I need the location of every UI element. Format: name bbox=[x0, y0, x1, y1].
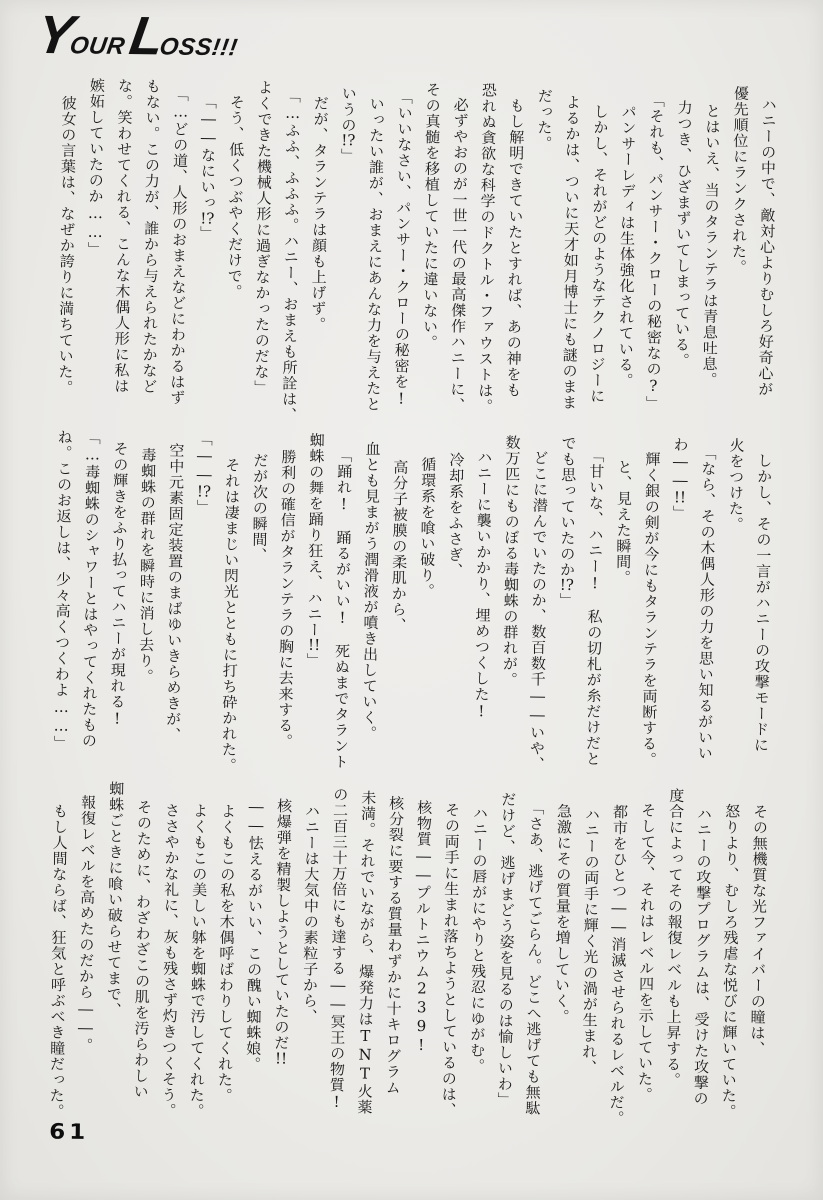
text-column: ――怯えるがいい、この醜い蜘蛛娘。 bbox=[243, 797, 266, 1073]
text-column: わ――!!」 bbox=[670, 436, 690, 522]
text-column: そう、低くつぶやくだけで。 bbox=[225, 94, 246, 300]
text-column: だが、タランテラは顔も上げず。 bbox=[308, 95, 330, 333]
text-column: 怒りより、むしろ残虐な悦びに輝いていた。 bbox=[719, 803, 742, 1120]
text-column: しかし、その一言がハニーの攻撃モードに bbox=[751, 452, 774, 754]
text-column: 血とも見まがう潤滑液が噴き出していく。 bbox=[359, 440, 382, 742]
text-column: しかし、それがどのようなテクノロジーに bbox=[588, 103, 610, 405]
text-column: 度合によってその報復レベルも上昇する。 bbox=[663, 787, 686, 1089]
text-column: もない。この力が、誰から与えられたかなど bbox=[140, 78, 163, 395]
text-column: よくできた機械人形に過ぎなかったのだな」 bbox=[252, 79, 275, 396]
text-column: 「――なにいっ!?」 bbox=[198, 93, 218, 242]
text-column: 輝く銀の剣が今にもタランテラを両断する。 bbox=[639, 451, 662, 768]
text-column: 恐れぬ貪欲な科学のドクトル・ファウストは。 bbox=[475, 82, 499, 415]
text-column: 必ずやおのが一世一代の最高傑作ハニーに、 bbox=[447, 96, 470, 414]
text-column: 「…どの道、人形のおまえなどにわかるはず bbox=[168, 86, 190, 406]
text-column: だけど、逃げまどう姿を見るのは愉しいわ」 bbox=[495, 791, 518, 1108]
text-column: その輝きをふり払ってハニーが現れる! bbox=[108, 440, 130, 729]
text-column: ハニーの中で、敵対心よりむしろ好奇心が bbox=[756, 96, 778, 398]
text-column: でも思っていたのか!?」 bbox=[557, 435, 578, 609]
text-column: 「…ふふ、ふふふ。ハニー、おまえも所詮は、 bbox=[279, 87, 302, 423]
text-column: ささやかな礼に、灰も残さず灼きつくそう。 bbox=[159, 802, 182, 1119]
text-column: 「なら、その木偶人形の力を思い知るがいい bbox=[695, 445, 718, 762]
logo-part-oss: OSS!!! bbox=[157, 33, 240, 62]
text-column: 循環系を喰い破り。 bbox=[417, 456, 438, 599]
text-column: と、見えた瞬間。 bbox=[613, 458, 634, 586]
text-column: 高分子被膜の柔肌から、 bbox=[389, 459, 410, 634]
text-column: 彼女の言葉は、なぜか誇りに満ちていた。 bbox=[56, 95, 78, 396]
text-band-bottom bbox=[42, 780, 774, 1141]
text-column: だった。 bbox=[535, 87, 554, 152]
text-column: ハニーは大気中の素粒子から、 bbox=[300, 803, 322, 1025]
text-column: 急激にその質量を増していく。 bbox=[552, 803, 574, 1025]
text-column: ハニーに襲いかかり、埋めつくした! bbox=[472, 449, 494, 722]
your-loss-logo bbox=[31, 5, 248, 81]
text-column: 優先順位にランクされた。 bbox=[729, 85, 751, 276]
text-column: 「いいなさい、パンサー・クローの秘密を! bbox=[392, 89, 414, 409]
text-column: 「甘いな、ハニー! 私の切札が糸だけだと bbox=[583, 447, 606, 767]
text-column: 未満。それでいながら、爆発力はTNT火薬 bbox=[355, 789, 378, 1116]
logo-part-our: OUR bbox=[67, 32, 127, 60]
text-column: パンサーレディは生体強化されている。 bbox=[616, 104, 638, 389]
text-column: 「それも、パンサー・クローの秘密なの?」 bbox=[644, 92, 666, 412]
text-column: 「――!?」 bbox=[194, 430, 214, 516]
text-column: 核爆弾を精製しようとしていたのだ!! bbox=[272, 797, 294, 1066]
text-column: ハニーの唇がにやりと残忍にゆがむ。 bbox=[467, 805, 490, 1075]
text-column: そして今、それはレベル四を示していた。 bbox=[635, 802, 658, 1103]
text-column: 空中元素固定装置のまばゆいきらめきが、 bbox=[163, 442, 186, 743]
text-column: 蜘蛛ごときに喰い破らせてまで、 bbox=[104, 780, 126, 1019]
text-column: それは凄まじい閃光とともに打ち砕かれた。 bbox=[219, 457, 242, 774]
text-column: よくもこの私を木偶呼ばわりしてくれた。 bbox=[215, 803, 238, 1104]
text-column: の二百三十万倍にも達する――冥王の物質! bbox=[327, 786, 350, 1112]
text-column: とはいえ、当のタランテラは青息吐息。 bbox=[700, 103, 722, 388]
text-column: 核物質――プルトニウム239! bbox=[412, 799, 434, 1055]
text-column: 「…毒蜘蛛のシャワーとはやってくれたもの bbox=[79, 429, 102, 749]
text-column: 「踊れ! 踊るがいい! 死ぬまでタラント bbox=[331, 447, 354, 770]
logo-part-y: Y bbox=[32, 4, 77, 66]
text-column: 報復レベルを高めたのだから――。 bbox=[76, 794, 98, 1054]
page-number: 61 bbox=[49, 1120, 90, 1145]
text-column: 核分裂に要する質量わずかに十キログラム bbox=[383, 795, 406, 1096]
text-column: もし解明できていたとすれば、あの神をも bbox=[504, 97, 526, 399]
text-column: 都市をひとつ――消滅させられるレベルだ。 bbox=[607, 803, 630, 1127]
text-column: その真髄を移植していたに違いない。 bbox=[420, 81, 443, 351]
text-column: 数万匹にものぼる毒蜘蛛の群れが。 bbox=[500, 434, 522, 688]
text-column: その無機質な光ファイバーの瞳は、 bbox=[748, 803, 770, 1057]
text-band-middle bbox=[46, 429, 778, 790]
text-column: ハニーの攻撃プログラムは、受けた攻撃の bbox=[691, 805, 714, 1107]
text-column: 勝利の確信がタランテラの胸に去来する。 bbox=[275, 448, 298, 750]
text-column: そのために、わざわざこの肌を汚らわしい bbox=[131, 799, 154, 1100]
text-column: よくもこの美しい躰を蜘蛛で汚してくれた。 bbox=[187, 802, 210, 1120]
text-column: 嫉妬していたのか……」 bbox=[85, 77, 107, 258]
text-column: よるかは、ついに天才如月博士にも謎のまま bbox=[560, 94, 582, 411]
text-column: いうの!?」 bbox=[339, 85, 358, 165]
text-column: ね。このお返しは、少々高くつくわよ……」 bbox=[51, 429, 74, 752]
text-column: どこに潜んでいたのか、数百数千――いや、 bbox=[527, 449, 550, 773]
text-band-top bbox=[51, 77, 783, 438]
text-column: 力つき、ひざまずいてしまっている。 bbox=[672, 99, 694, 369]
text-column: いったい誰が、おまえにあんな力を与えたと bbox=[363, 95, 386, 413]
text-column: 蜘蛛の舞を踊り狂え、ハニー!!」 bbox=[304, 432, 326, 669]
logo-part-l: L bbox=[125, 6, 167, 67]
text-column: 毒蜘蛛の群れを瞬時に消し去り。 bbox=[136, 447, 158, 685]
text-column: 「さあ、逃げてごらん。どこへ逃げても無駄 bbox=[523, 799, 546, 1117]
text-column: もし人間ならば、狂気と呼ぶべき瞳だった。 bbox=[47, 803, 70, 1120]
text-column: ハニーの両手に輝く光の渦が生まれ、 bbox=[579, 806, 602, 1076]
text-column: 火をつけた。 bbox=[726, 437, 746, 533]
text-column: その両手に生まれ落ちようとしているのは、 bbox=[439, 801, 462, 1119]
text-column: 冷却系をふさぎ、 bbox=[445, 451, 466, 579]
text-column: な。笑わせてくれる、こんな木偶人形に私は bbox=[112, 77, 135, 395]
text-column: だが次の瞬間、 bbox=[250, 452, 270, 564]
